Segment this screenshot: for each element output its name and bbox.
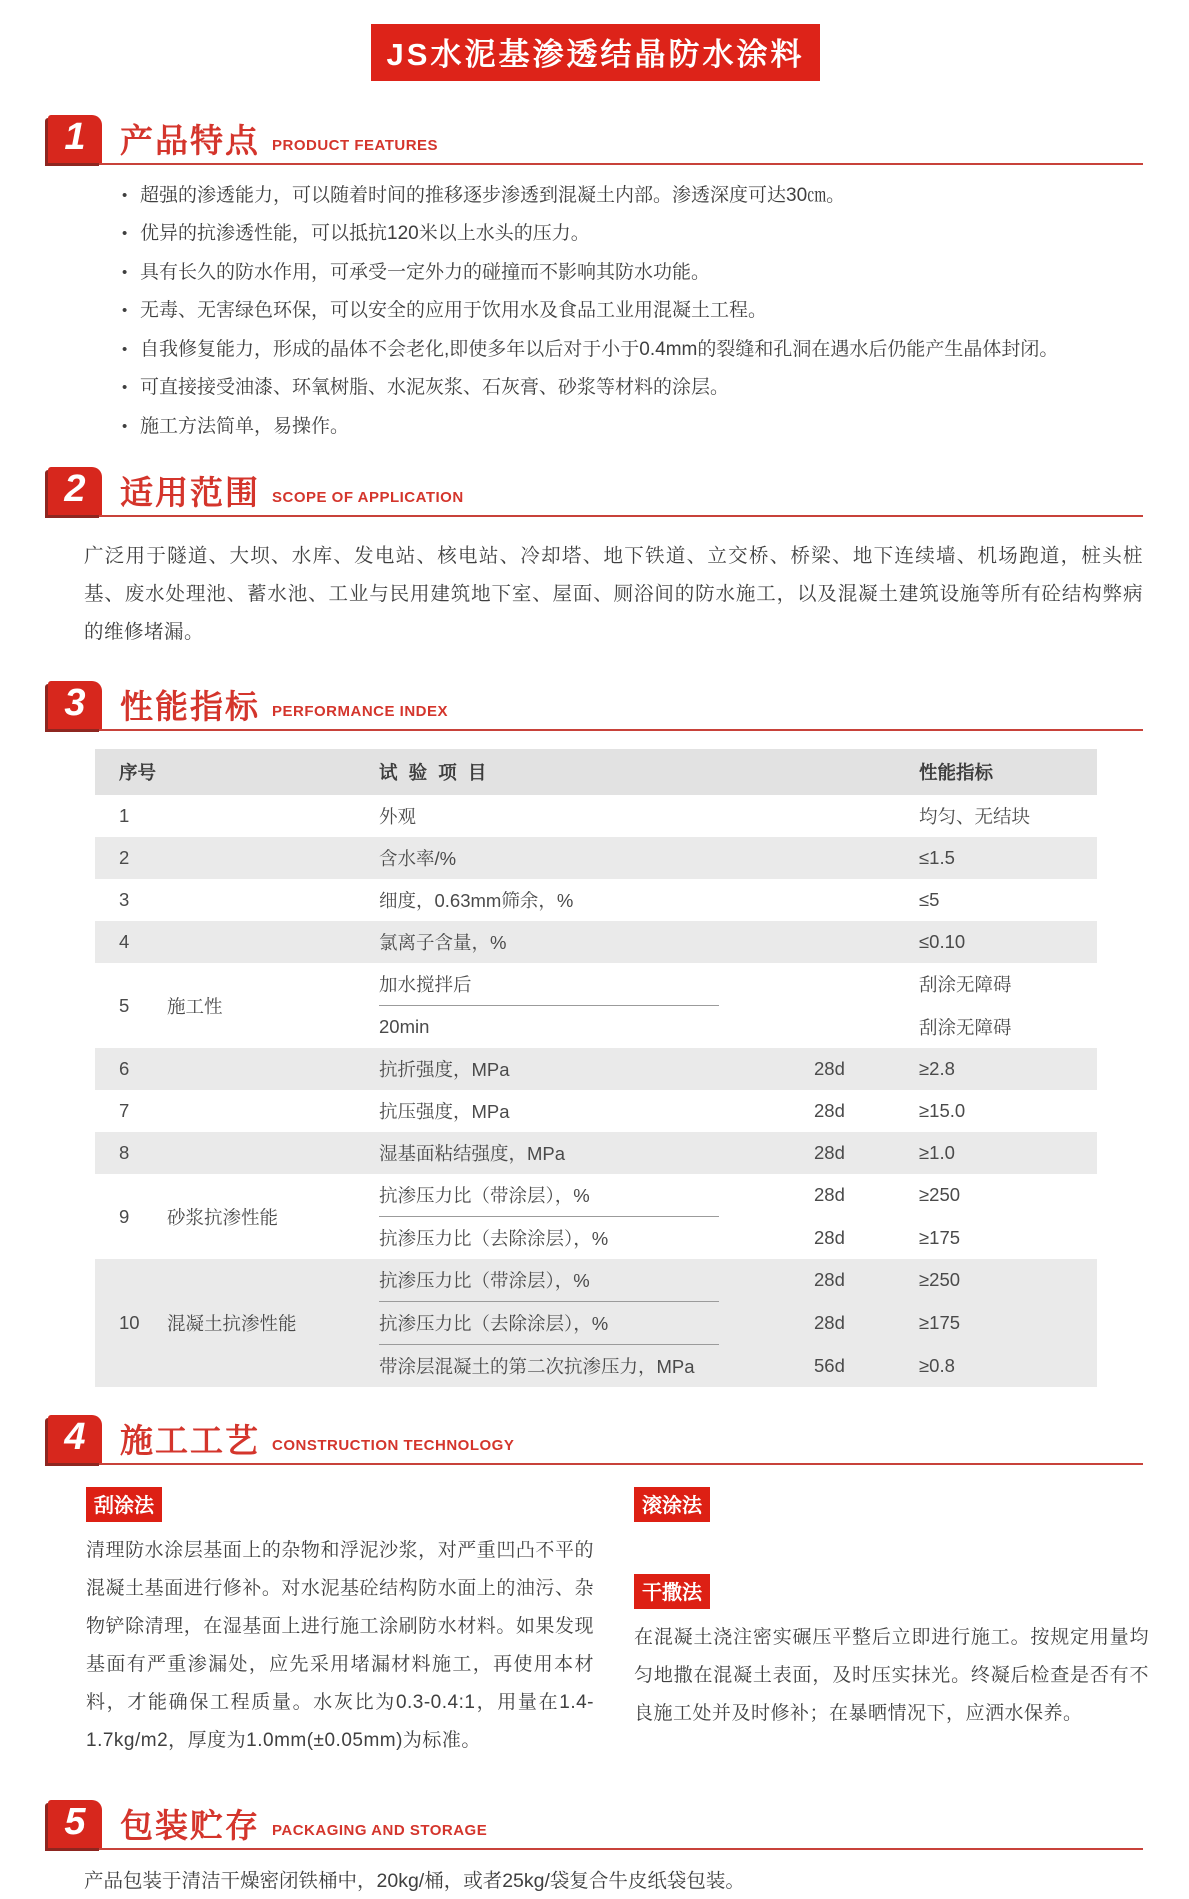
- feature-bullet-text: 具有长久的防水作用，可承受一定外力的碰撞而不影响其防水功能。: [140, 261, 711, 283]
- table-subrow: [379, 1217, 1097, 1259]
- row-number: 3: [119, 889, 130, 911]
- cell-test-project: 20min: [379, 1016, 430, 1038]
- section-performance: [48, 681, 1143, 1387]
- construction-method: [634, 1574, 1149, 1733]
- row-number: 5: [119, 994, 130, 1016]
- feature-bullet: [122, 219, 1143, 248]
- section-packaging-header: [48, 1800, 1143, 1850]
- row-sublines: [379, 1090, 1097, 1132]
- row-number: 4: [119, 931, 130, 953]
- section-number-badge: 2: [48, 467, 102, 515]
- section-scope: [48, 467, 1143, 651]
- table-subrow: [379, 1302, 1097, 1344]
- table-row: [95, 795, 1097, 837]
- construction-method: [634, 1487, 1149, 1574]
- cell-index: ≥175: [919, 1227, 961, 1249]
- cell-age: [814, 1019, 919, 1035]
- cell-test-project: 抗渗压力比（去除涂层），%: [379, 1313, 609, 1335]
- table-subrow: [379, 1006, 1097, 1048]
- table-row: [95, 837, 1097, 879]
- col-header-group: [167, 762, 379, 782]
- section-subtitle: SCOPE OF APPLICATION: [272, 489, 464, 507]
- method-text: 在混凝土浇注密实碾压平整后立即进行施工。按规定用量均匀地撒在混凝土表面，及时压实抹光。终凝后检查是否有不良施工处并及时修补；在暴晒情况下，应洒水保养。: [634, 1627, 1149, 1725]
- section-features: [48, 115, 1143, 441]
- row-number: 1: [119, 805, 130, 827]
- cell-index: ≥1.0: [919, 1142, 955, 1164]
- bullet-dot-icon: •: [122, 417, 128, 435]
- bullet-dot-icon: •: [122, 379, 128, 397]
- table-subrow: [379, 1132, 1097, 1174]
- feature-list: [122, 181, 1143, 441]
- feature-bullet-text: 施工方法简单，易操作。: [140, 415, 350, 437]
- cell-test-project: 抗渗压力比（去除涂层），%: [379, 1228, 609, 1250]
- row-sublines: [379, 837, 1097, 879]
- table-subrow: [379, 879, 1097, 921]
- row-group-label: 混凝土抗渗性能: [167, 1313, 297, 1335]
- row-sublines: [379, 1174, 1097, 1259]
- cell-age: 28d: [814, 1058, 845, 1080]
- cell-test-project: 抗压强度，MPa: [379, 1101, 510, 1123]
- section-subtitle: CONSTRUCTION TECHNOLOGY: [272, 1437, 515, 1455]
- section-construction: [48, 1415, 1149, 1774]
- cell-index: ≥175: [919, 1312, 961, 1334]
- cell-test-project: 带涂层混凝土的第二次抗渗压力，MPa: [379, 1356, 695, 1378]
- section-title: 包装贮存: [120, 1807, 260, 1845]
- col-header-index: 性能指标: [919, 762, 994, 784]
- table-subrow: [379, 837, 1097, 879]
- table-subrow: [379, 963, 1097, 1005]
- row-number: 6: [119, 1058, 130, 1080]
- method-badge: 滚涂法: [634, 1487, 710, 1522]
- feature-bullet-text: 无毒、无害绿色环保，可以安全的应用于饮用水及食品工业用混凝土工程。: [140, 300, 768, 322]
- section-title: 产品特点: [120, 122, 260, 159]
- table-subrow: [379, 921, 1097, 963]
- row-group-label: [167, 1102, 379, 1120]
- feature-bullet-text: 可直接接受油漆、环氧树脂、水泥灰浆、石灰膏、砂浆等材料的涂层。: [140, 377, 730, 399]
- cell-age: [814, 934, 919, 950]
- section-performance-header: [48, 681, 1143, 731]
- feature-bullet: [122, 412, 1143, 441]
- table-row: [95, 1132, 1097, 1174]
- performance-table: [95, 749, 1097, 1387]
- row-number: 2: [119, 847, 130, 869]
- table-subrow: [379, 1090, 1097, 1132]
- section-title: 性能指标: [120, 688, 260, 726]
- row-group-label: 施工性: [167, 995, 223, 1017]
- feature-bullet: [122, 181, 1143, 210]
- cell-age: 28d: [814, 1227, 845, 1249]
- cell-age: [814, 850, 919, 866]
- feature-bullet-text: 超强的渗透能力，可以随着时间的推移逐步渗透到混凝土内部。渗透深度可达30㎝。: [140, 185, 846, 206]
- title-banner-wrap: [48, 24, 1143, 81]
- table-row: [95, 879, 1097, 921]
- cell-test-project: 抗折强度，MPa: [379, 1059, 510, 1081]
- scope-paragraph: 广泛用于隧道、大坝、水库、发电站、核电站、冷却塔、地下铁道、立交桥、桥梁、地下连续墙、机场跑道，桩头桩基、废水处理池、蓄水池、工业与民用建筑地下室、屋面、厕浴间的防水施工，以及混凝土建筑设施等所有砼结构弊病的维修堵漏。: [84, 545, 1143, 644]
- cell-age: [814, 892, 919, 908]
- product-title: JS水泥基渗透结晶防水涂料: [371, 24, 821, 81]
- feature-bullet: [122, 258, 1143, 287]
- col-header-age: [814, 764, 919, 780]
- cell-age: [814, 976, 919, 992]
- table-subrow: [379, 795, 1097, 837]
- performance-table-body: [95, 795, 1097, 1387]
- cell-test-project: 抗渗压力比（带涂层），%: [379, 1185, 590, 1207]
- cell-index: ≥250: [919, 1184, 961, 1206]
- table-row: [95, 1090, 1097, 1132]
- row-group-label: [167, 933, 379, 951]
- cell-age: 28d: [814, 1269, 845, 1291]
- section-number-badge: 3: [48, 681, 102, 729]
- row-group-label: [167, 849, 379, 867]
- feature-bullet: [122, 335, 1143, 364]
- feature-bullet: [122, 373, 1143, 402]
- feature-bullet-text: 自我修复能力，形成的晶体不会老化,即使多年以后对于小于0.4mm的裂缝和孔洞在遇水后仍能产生晶体封闭。: [140, 338, 1059, 360]
- cell-index: ≥15.0: [919, 1100, 966, 1122]
- section-subtitle: PACKAGING AND STORAGE: [272, 1822, 488, 1840]
- cell-test-project: 细度，0.63mm筛余，%: [379, 890, 574, 912]
- construction-left-column: [86, 1487, 594, 1774]
- packaging-paragraph: 产品包装于清洁干燥密闭铁桶中，20kg/桶，或者25kg/袋复合牛皮纸袋包装。: [84, 1870, 745, 1893]
- construction-right-column: [634, 1487, 1149, 1774]
- row-group-label: [167, 891, 379, 909]
- cell-index: ≤1.5: [919, 847, 955, 869]
- cell-age: [814, 808, 919, 824]
- cell-test-project: 抗渗压力比（带涂层），%: [379, 1270, 590, 1292]
- row-sublines: [379, 879, 1097, 921]
- cell-index: 刮涂无障碍: [919, 974, 1012, 996]
- section-title: 适用范围: [120, 474, 260, 512]
- table-subrow: [379, 1048, 1097, 1090]
- cell-index: 均匀、无结块: [919, 806, 1031, 828]
- cell-age: 56d: [814, 1355, 845, 1377]
- cell-test-project: 湿基面粘结强度，MPa: [379, 1143, 566, 1165]
- cell-age: 28d: [814, 1184, 845, 1206]
- row-number: 7: [119, 1100, 130, 1122]
- table-row: [95, 1259, 1097, 1387]
- col-header-project: 试 验 项 目: [379, 762, 490, 784]
- bullet-dot-icon: •: [122, 340, 128, 358]
- cell-age: 28d: [814, 1142, 845, 1164]
- feature-bullet: [122, 296, 1143, 325]
- table-row: [95, 1174, 1097, 1259]
- row-number: 10: [119, 1312, 140, 1334]
- row-number: 8: [119, 1142, 130, 1164]
- cell-index: 刮涂无障碍: [919, 1017, 1012, 1039]
- cell-age: 28d: [814, 1312, 845, 1334]
- section-scope-header: [48, 467, 1143, 517]
- row-sublines: [379, 921, 1097, 963]
- row-sublines: [379, 795, 1097, 837]
- construction-method: [86, 1487, 594, 1760]
- row-sublines: [379, 963, 1097, 1048]
- table-subrow: [379, 1174, 1097, 1216]
- cell-test-project: 加水搅拌后: [379, 974, 472, 996]
- table-subrow: [379, 1345, 1097, 1387]
- section-features-header: [48, 115, 1143, 165]
- section-title: 施工工艺: [120, 1422, 260, 1460]
- cell-index: ≥250: [919, 1269, 961, 1291]
- table-row: [95, 1048, 1097, 1090]
- row-group-label: [167, 1144, 379, 1162]
- performance-table-header-row: [95, 749, 1097, 795]
- cell-index: ≤0.10: [919, 931, 966, 953]
- cell-age: 28d: [814, 1100, 845, 1122]
- section-subtitle: PERFORMANCE INDEX: [272, 703, 449, 721]
- method-badge: 刮涂法: [86, 1487, 162, 1522]
- cell-test-project: 外观: [379, 806, 417, 828]
- section-number-badge: 4: [48, 1415, 102, 1463]
- cell-test-project: 含水率/%: [379, 848, 457, 870]
- table-row: [95, 921, 1097, 963]
- row-sublines: [379, 1048, 1097, 1090]
- row-sublines: [379, 1259, 1097, 1387]
- col-header-no: 序号: [119, 762, 157, 784]
- method-empty-gap: [634, 1532, 1149, 1574]
- method-badge: 干撒法: [634, 1574, 710, 1609]
- cell-index: ≥2.8: [919, 1058, 955, 1080]
- method-text: 清理防水涂层基面上的杂物和浮泥沙浆，对严重凹凸不平的混凝土基面进行修补。对水泥基砼结构防水面上的油污、杂物铲除清理，在湿基面上进行施工涂刷防水材料。如果发现基面有严重渗漏处，应先采用堵漏材料施工，再使用本材料，才能确保工程质量。水灰比为0.3-0.4:1，用量在1.4-1.7kg/m2，厚度为1.0mm(±0.05mm)为标准。: [86, 1540, 594, 1752]
- construction-columns: [86, 1487, 1149, 1774]
- section-number-badge: 5: [48, 1800, 102, 1848]
- section-subtitle: PRODUCT FEATURES: [272, 137, 439, 154]
- section-number-badge: 1: [48, 115, 102, 163]
- row-group-label: [167, 1060, 379, 1078]
- row-number: 9: [119, 1205, 130, 1227]
- feature-bullet-text: 优异的抗渗透性能，可以抵抗120米以上水头的压力。: [140, 223, 590, 245]
- section-construction-header: [48, 1415, 1143, 1465]
- table-row: [95, 963, 1097, 1048]
- cell-test-project: 氯离子含量，%: [379, 932, 507, 954]
- bullet-dot-icon: •: [122, 187, 128, 204]
- cell-index: ≤5: [919, 889, 940, 911]
- bullet-dot-icon: •: [122, 302, 128, 320]
- table-subrow: [379, 1259, 1097, 1301]
- row-sublines: [379, 1132, 1097, 1174]
- row-group-label: 砂浆抗渗性能: [167, 1206, 279, 1228]
- bullet-dot-icon: •: [122, 263, 128, 281]
- bullet-dot-icon: •: [122, 225, 128, 243]
- section-packaging: [48, 1800, 1143, 1899]
- row-group-label: [167, 807, 379, 825]
- cell-index: ≥0.8: [919, 1355, 955, 1377]
